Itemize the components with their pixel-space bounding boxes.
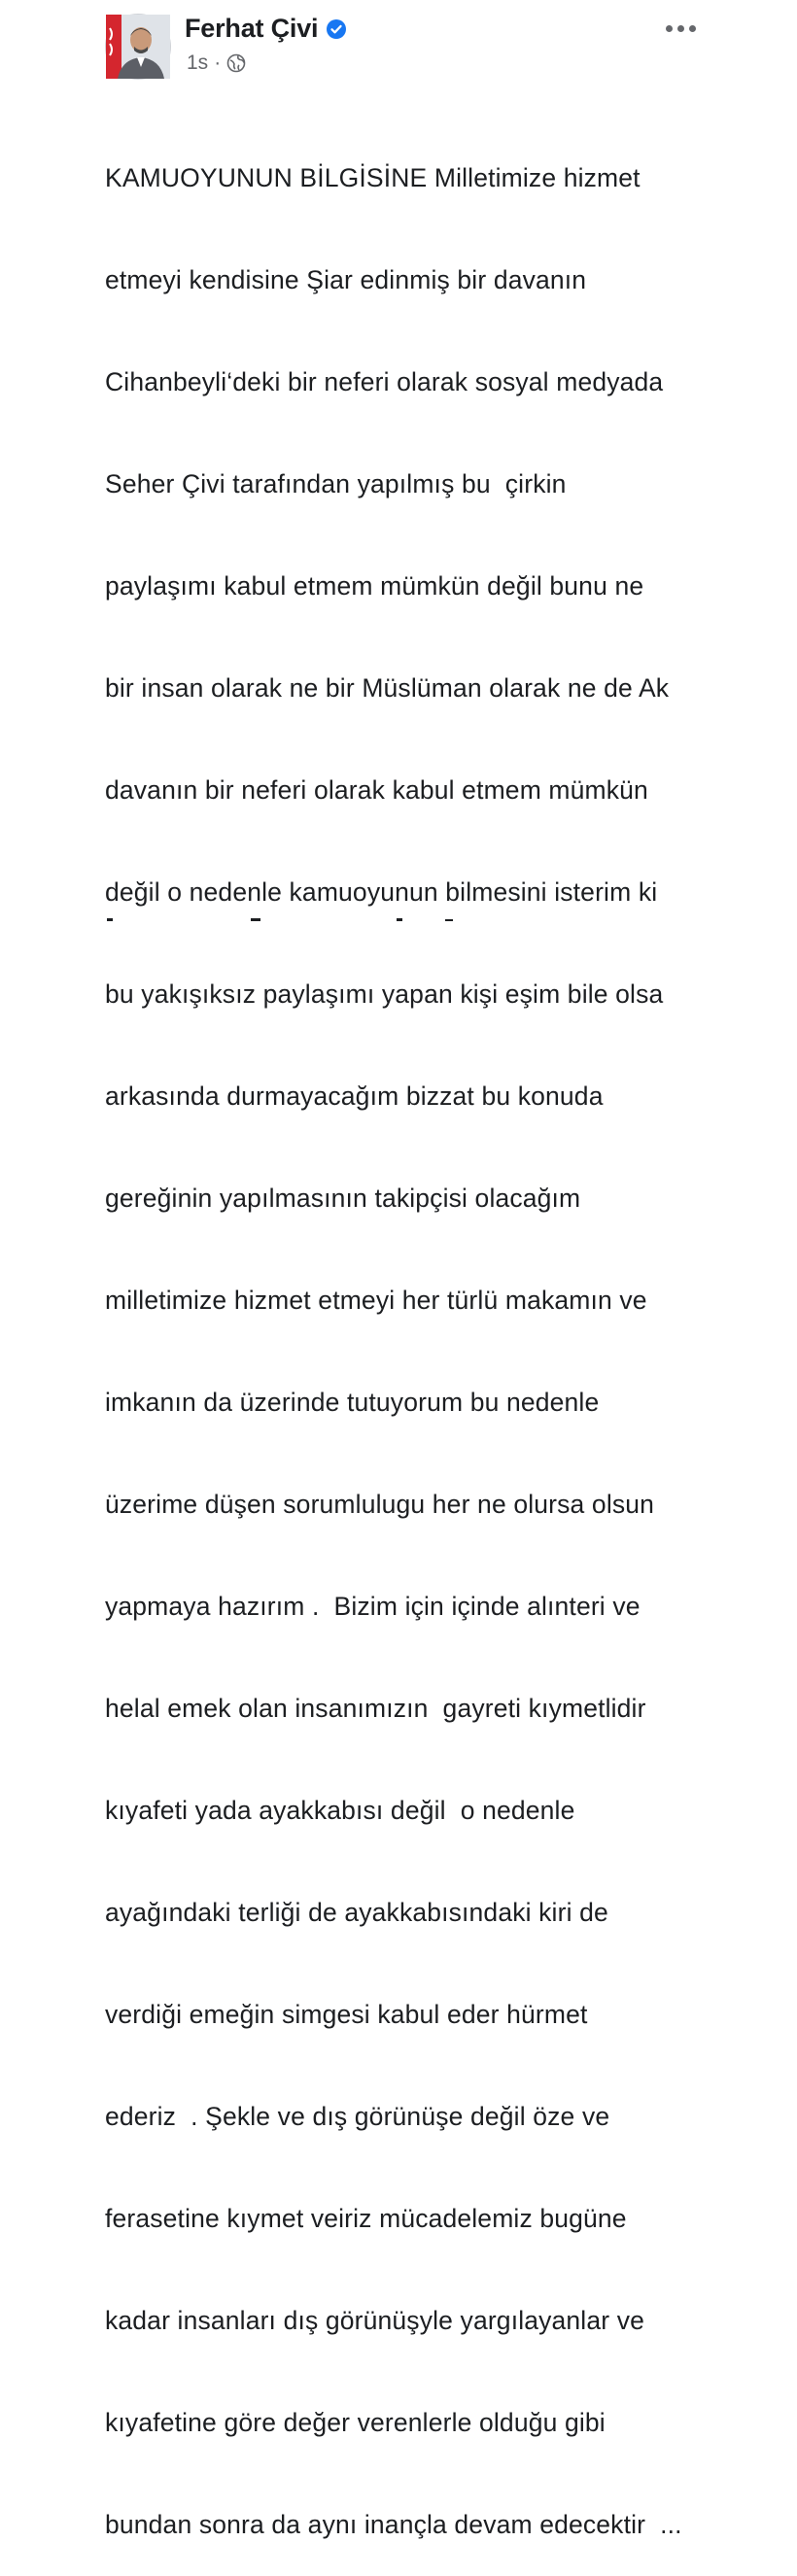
- post-line: KAMUOYUNUN BİLGİSİNE Milletimize hizmet: [105, 163, 641, 192]
- post-line: davanın bir neferi olarak kabul etmem mümkün: [105, 775, 648, 805]
- verified-badge-icon: [326, 18, 347, 40]
- post-line: kıyafetine göre değer verenlerle olduğu gibi: [105, 2408, 606, 2437]
- post-line: Cihanbeyli‘deki bir neferi olarak sosyal medyada: [105, 367, 664, 396]
- truncated-next-line: [105, 909, 708, 916]
- post-header: [0, 0, 797, 87]
- post-line: ferasetine kıymet veiriz mücadelemiz bugüne: [105, 2204, 627, 2233]
- avatar-image: [106, 15, 170, 79]
- more-horizontal-icon: [689, 25, 696, 32]
- post-line: imkanın da üzerinde tutuyorum bu nedenle: [105, 1388, 600, 1417]
- post-line: bir insan olarak ne bir Müslüman olarak ne de Ak: [105, 673, 670, 703]
- post-line: değil o nedenle kamuoyunun bilmesini isterim ki: [105, 877, 658, 907]
- post-meta: [187, 52, 246, 75]
- post-line: kıyafeti yada ayakkabısı değil o nedenle: [105, 1796, 575, 1825]
- post-line: üzerime düşen sorumlulugu her ne olursa olsun: [105, 1490, 655, 1519]
- post-line: yapmaya hazırım . Bizim için içinde alınteri ve: [105, 1592, 641, 1621]
- post-line: bundan sonra da aynı inançla devam edecektir ...: [105, 2510, 682, 2539]
- meta-separator: ·: [214, 52, 222, 74]
- post-line: etmeyi kendisine Şiar edinmiş bir davanın: [105, 265, 587, 294]
- post-line: kadar insanları dış görünüşyle yargılayanlar ve: [105, 2306, 645, 2335]
- post-line: paylaşımı kabul etmem mümkün değil bunu ne: [105, 571, 644, 601]
- post-line: bu yakışıksız paylaşımı yapan kişi eşim bile olsa: [105, 979, 664, 1009]
- post-line: ederiz . Şekle ve dış görünüşe değil öze ve: [105, 2102, 610, 2131]
- post-line: helal emek olan insanımızın gayreti kıymetlidir: [105, 1694, 646, 1723]
- post-line: gereğinin yapılmasının takipçisi olacağım: [105, 1184, 581, 1213]
- author-name[interactable]: Ferhat Çivi: [185, 14, 319, 43]
- post-line: verdiği emeğin simgesi kabul eder hürmet: [105, 2000, 588, 2029]
- post-line: arkasında durmayacağım bizzat bu konuda: [105, 1082, 604, 1111]
- globe-icon: [226, 53, 246, 73]
- more-horizontal-icon: [666, 25, 673, 32]
- more-options-button[interactable]: [659, 14, 702, 43]
- post-body: [105, 93, 708, 2576]
- more-horizontal-icon: [677, 25, 684, 32]
- author-avatar[interactable]: [105, 14, 171, 80]
- post-line: ayağındaki terliği de ayakkabısındaki kiri de: [105, 1898, 608, 1927]
- author-row: [185, 14, 347, 44]
- post-line: milletimize hizmet etmeyi her türlü makamın ve: [105, 1286, 647, 1315]
- post-timestamp[interactable]: 1s: [187, 52, 209, 74]
- post-line: Seher Çivi tarafından yapılmış bu çirkin: [105, 469, 567, 498]
